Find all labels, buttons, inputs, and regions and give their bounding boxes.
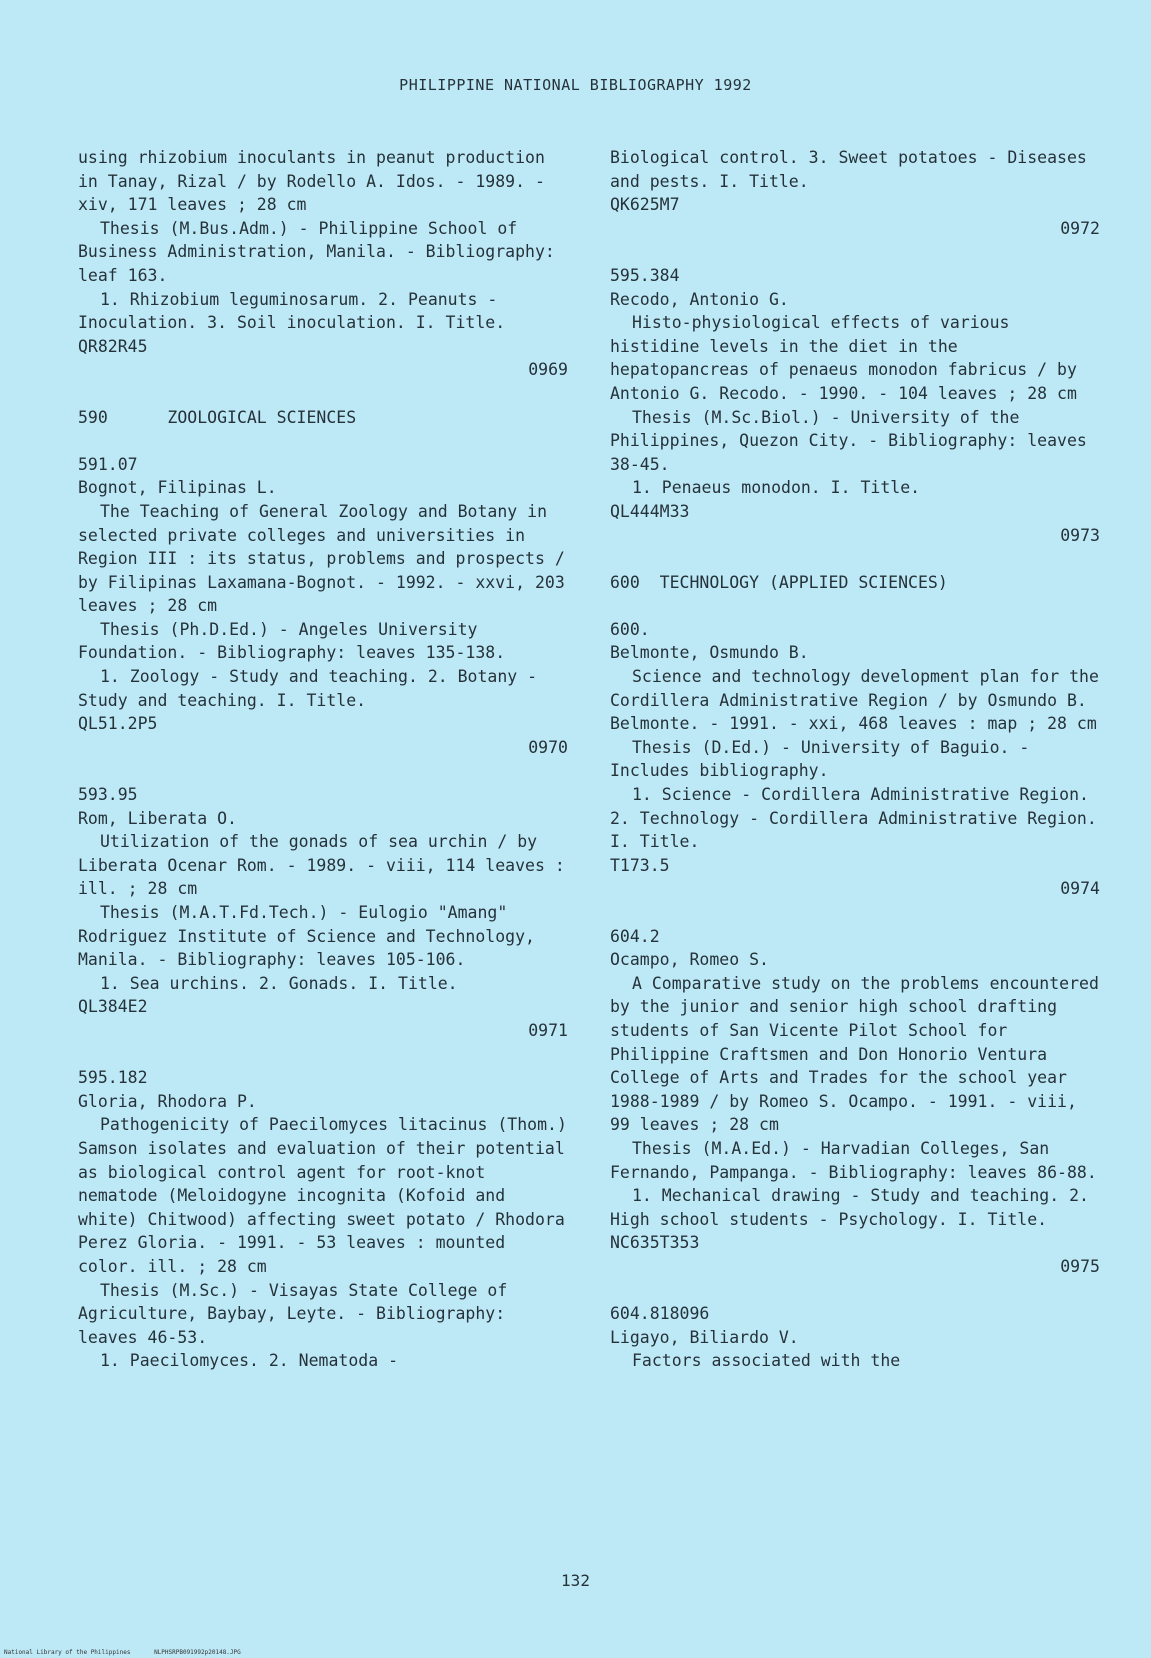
entry-note: Thesis (M.Sc.) - Visayas State College of Agriculture, Baybay, Leyte. - Bibliography: leaves 46-53. — [78, 1280, 518, 1347]
entry-subjects: 1. Sea urchins. 2. Gonads. I. Title. — [100, 973, 458, 993]
entry-number: 0970 — [528, 737, 568, 757]
entry-subjects: 1. Rhizobium leguminosarum. 2. Peanuts - Inoculation. 3. Soil inoculation. I. Title. — [78, 289, 508, 333]
right-column — [610, 146, 1109, 1373]
entry-title: Science and technology development plan for the Cordillera Administrative Region / by Osmundo B. Belmonte. - 1991. - xxi, 468 leaves : map ; 28 cm — [610, 667, 1109, 734]
class-number: 591.07 — [78, 454, 138, 474]
call-number: QK625M7 — [610, 195, 680, 215]
call-number: QL384E2 — [78, 997, 148, 1017]
scan-footer — [4, 1649, 261, 1656]
entry-note: Thesis (M.Bus.Adm.) - Philippine School of Business Administration, Manila. - Bibliography: leaf 163. — [78, 218, 565, 285]
page-header: PHILIPPINE NATIONAL BIBLIOGRAPHY 1992 — [399, 76, 752, 94]
entry-note: Thesis (M.Sc.Biol.) - University of the Philippines, Quezon City. - Bibliography: leaves 38-45. — [610, 407, 1097, 474]
entry-title: using rhizobium inoculants in peanut production in Tanay, Rizal / by Rodello A. Idos. - 1989. - xiv, 171 leaves ; 28 cm — [78, 148, 555, 215]
class-number: 604.2 — [610, 926, 660, 946]
entry-author: Ocampo, Romeo S. — [610, 950, 769, 970]
entry-number: 0972 — [1060, 218, 1100, 238]
entry-author: Belmonte, Osmundo B. — [610, 643, 809, 663]
section-heading-590: 590 ZOOLOGICAL SCIENCES — [78, 407, 357, 427]
entry-title: Histo-physiological effects of various histidine levels in the diet in the hepatopancreas of penaeus monodon fabricus / by Antonio G. Recodo. - 1990. - 104 leaves ; 28 cm — [610, 313, 1087, 403]
entry-number: 0969 — [528, 360, 568, 380]
entry-note: Thesis (M.A.T.Fd.Tech.) - Eulogio "Amang" Rodriguez Institute of Science and Technology, Manila. - Bibliography: leaves 105-106. — [78, 903, 545, 970]
entry-subjects: Biological control. 3. Sweet potatoes - Diseases and pests. I. Title. — [610, 148, 1097, 191]
entry-author: Gloria, Rhodora P. — [78, 1091, 257, 1111]
class-number: 595.182 — [78, 1068, 148, 1088]
entry-number: 0973 — [1060, 525, 1100, 545]
footer-file: NLPHSRPB091992p20148.JPG — [154, 1649, 241, 1656]
entry-subjects: 1. Zoology - Study and teaching. 2. Botany - Study and teaching. I. Title. — [78, 667, 548, 710]
entry-title: A Comparative study on the problems encountered by the junior and senior high school drafting students of San Vicente Pilot School for Philippine Craftsmen and Don Honorio Ventura College of Arts and Trades for the school year 1988-1989 / by Romeo S. Ocampo. - 1991. - viii, 99 leaves ; 28 cm — [610, 973, 1109, 1135]
class-number: 604.818096 — [610, 1304, 710, 1324]
entry-title: Factors associated with the — [632, 1351, 901, 1371]
call-number: QL51.2P5 — [78, 714, 158, 734]
entry-title: Pathogenicity of Paecilomyces litacinus (Thom.) Samson isolates and evaluation of their potential as biological control agent for root-knot nematode (Meloidogyne incognita (Kofoid and white) Chitwood) affecting sweet potato / Rhodora Perez Gloria. - 1991. - 53 leaves : mounted color. ill. ; 28 cm — [78, 1115, 577, 1276]
entry-number: 0975 — [1060, 1256, 1100, 1276]
call-number: QL444M33 — [610, 501, 690, 521]
footer-library: National Library of the Philippines — [4, 1649, 131, 1656]
entry-subjects: 1. Science - Cordillera Administrative Region. 2. Technology - Cordillera Administrative Region. I. Title. — [610, 785, 1107, 852]
entry-note: Thesis (M.A.Ed.) - Harvadian Colleges, San Fernando, Pampanga. - Bibliography: leaves 86-88. — [610, 1138, 1097, 1182]
entry-subjects: 1. Mechanical drawing - Study and teaching. 2. High school students - Psychology. I. Title. — [610, 1186, 1099, 1229]
entry-title: The Teaching of General Zoology and Botany in selected private colleges and universities in Region III : its status, problems and prospects / by Filipinas Laxamana-Bognot. - 1992. - xxvi, 203 leaves ; 28 cm — [78, 501, 575, 616]
class-number: 593.95 — [78, 785, 138, 805]
section-heading-600: 600 TECHNOLOGY (APPLIED SCIENCES) — [610, 572, 948, 592]
entry-author: Rom, Liberata O. — [78, 808, 237, 828]
class-number: 595.384 — [610, 265, 680, 285]
entry-title: Utilization of the gonads of sea urchin / by Liberata Ocenar Rom. - 1989. - viii, 114 leaves : ill. ; 28 cm — [78, 832, 575, 899]
entry-number: 0971 — [528, 1020, 568, 1040]
entry-subjects: 1. Paecilomyces. 2. Nematoda - — [100, 1351, 399, 1371]
left-column — [78, 146, 577, 1373]
class-number: 600. — [610, 619, 650, 639]
entry-author: Ligayo, Biliardo V. — [610, 1327, 799, 1347]
page-number: 132 — [561, 1571, 590, 1590]
call-number: QR82R45 — [78, 336, 148, 356]
entry-author: Bognot, Filipinas L. — [78, 478, 277, 498]
entry-note: Thesis (D.Ed.) - University of Baguio. - Includes bibliography. — [610, 737, 1040, 781]
entry-number: 0974 — [1060, 879, 1100, 899]
entry-note: Thesis (Ph.D.Ed.) - Angeles University Foundation. - Bibliography: leaves 135-138. — [78, 619, 506, 663]
entry-subjects: 1. Penaeus monodon. I. Title. — [632, 478, 921, 498]
call-number: T173.5 — [610, 855, 670, 875]
call-number: NC635T353 — [610, 1233, 700, 1253]
entry-author: Recodo, Antonio G. — [610, 289, 789, 309]
